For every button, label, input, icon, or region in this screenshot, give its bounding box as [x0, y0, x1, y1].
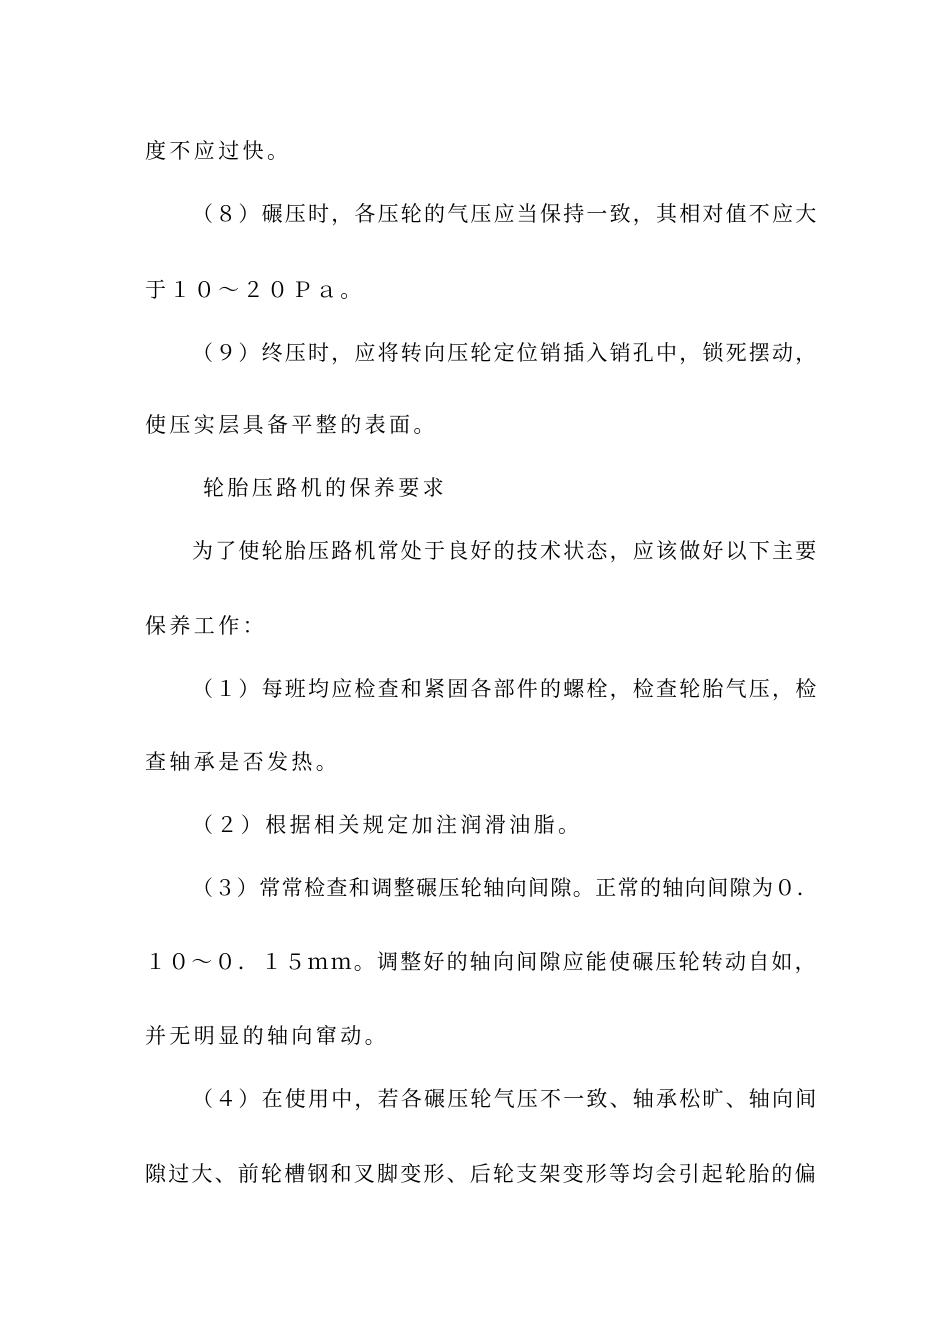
text-line: （１）每班均应检查和紧固各部件的螺栓，检查轮胎气压，检 — [192, 677, 819, 701]
text-line: （４）在使用中，若各碾压轮气压不一致、轴承松旷、轴向间 — [192, 1087, 819, 1111]
text-line: 度不应过快。 — [145, 139, 292, 163]
text-line: 使压实层具备平整的表面。 — [145, 413, 438, 437]
text-line: （３）常常检查和调整碾压轮轴向间隙。正常的轴向间隙为０． — [192, 876, 820, 900]
text-line: １０～０．１５ｍｍ。调整好的轴向间隙应能使碾压轮转动自如， — [145, 950, 818, 974]
text-line: 保养工作： — [145, 614, 267, 638]
text-line: 于１０～２０Ｐａ。 — [145, 278, 365, 302]
text-line: （２）根据相关规定加注润滑油脂。 — [192, 813, 583, 837]
text-line: 隙过大、前轮槽钢和叉脚变形、后轮支架变形等均会引起轮胎的偏 — [145, 1162, 818, 1186]
text-line: （８）碾压时，各压轮的气压应当保持一致，其相对值不应大 — [192, 202, 819, 226]
text-line: 查轴承是否发热。 — [145, 750, 341, 774]
section-heading: 轮胎压路机的保养要求 — [203, 476, 447, 500]
text-line: （９）终压时，应将转向压轮定位销插入销孔中，锁死摆动， — [192, 341, 819, 365]
text-line: 为了使轮胎压路机常处于良好的技术状态，应该做好以下主要 — [192, 539, 819, 563]
text-line: 并无明显的轴向窜动。 — [145, 1024, 389, 1048]
